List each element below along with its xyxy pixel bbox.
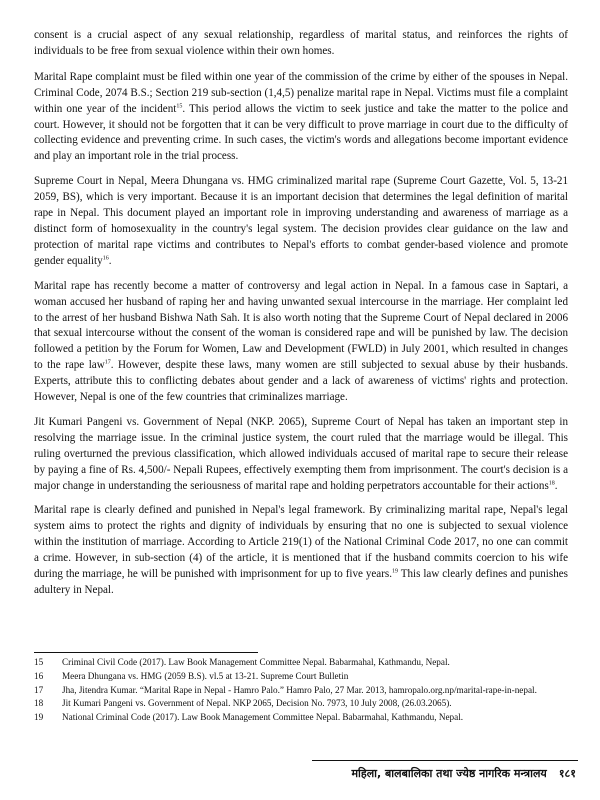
paragraph-6-text: Marital rape is clearly defined and punished in Nepal's legal framework. By criminalizing marital rape, Nepal's legal system aims to protect the rights and dignity of individuals by ensuring that no one is subjected to sexual violence within the institution of marriage. According to Article 219(1) of the National Criminal Code 2017, no one can commit a crime. However, in sub-section (4) of the article, it is mentioned that if the husband commits coercion to his wife during the marriage, he will be punished with imprisonment for up to five years. bbox=[34, 504, 568, 581]
footnote-text: National Criminal Code (2017). Law Book Management Committee Nepal. Babarmahal, Kathmandu, Nepal. bbox=[62, 712, 464, 723]
paragraph-2-text: Marital Rape complaint must be filed within one year of the commission of the crime by either of the spouses in Nepal. Criminal Code, 2074 B.S.; Section 219 sub-section (1,4,5) penalize marital rape in Nepal. Victims must file a complaint within one year of the incident bbox=[34, 70, 568, 115]
paragraph-3-text-continued: . bbox=[108, 254, 112, 267]
footnote-number: 17 bbox=[34, 684, 44, 695]
paragraph-3 bbox=[34, 174, 568, 269]
footnote-text: Meera Dhungana vs. HMG (2059 B.S). vl.5 at 13-21. Supreme Court Bulletin bbox=[62, 670, 349, 681]
paragraph-5-text-continued: . bbox=[554, 479, 558, 492]
paragraph-1 bbox=[34, 28, 568, 60]
footnote-number: 19 bbox=[34, 712, 44, 723]
paragraph-1-text: consent is a crucial aspect of any sexual relationship, regardless of marital status, and reinforces the rights of individuals to be free from sexual violence within their own homes. bbox=[34, 29, 568, 57]
footer-ministry-title: महिला, बालबालिका तथा ज्येष्ठ नागरिक मन्त्रालय bbox=[351, 767, 547, 780]
footnote-ref-17[interactable]: 17 bbox=[104, 359, 111, 366]
footnote-divider bbox=[34, 652, 258, 653]
footnotes bbox=[34, 656, 568, 725]
footnote-ref-15[interactable]: 15 bbox=[176, 102, 183, 109]
paragraph-4-text-continued: . However, despite these laws, many women are still subjected to sexual abuse by their husbands. Experts, attribute this to conflicting debates about gender and a lack of awareness of victims' rights and protection. However, Nepal is one of the few countries that criminalizes marriage. bbox=[34, 359, 569, 404]
footnote-ref-16[interactable]: 16 bbox=[102, 255, 109, 262]
footnote-text: Criminal Civil Code (2017). Law Book Management Committee Nepal. Babarmahal, Kathmandu, Nepal. bbox=[62, 657, 450, 667]
footnote-text: Jit Kumari Pangeni vs. Government of Nepal. NKP 2065, Decision No. 7973, 10 July 2008, (26.03.2065). bbox=[62, 698, 452, 709]
footnote-number: 15 bbox=[34, 657, 44, 667]
footnote-number: 18 bbox=[34, 698, 44, 709]
footnote-text[interactable]: Jha, Jitendra Kumar. “Marital Rape in Nepal - Hamro Palo.” Hamro Palo, 27 Mar. 2013, hamropalo.org.np/marital-rape-in-nepal. bbox=[62, 684, 537, 695]
paragraph-4 bbox=[34, 279, 568, 406]
page-number: १८१ bbox=[558, 767, 576, 780]
paragraph-6 bbox=[34, 503, 568, 598]
footnote-ref-19[interactable]: 19 bbox=[392, 568, 399, 575]
paragraph-5 bbox=[34, 415, 568, 495]
footer-divider bbox=[312, 760, 578, 761]
document-page bbox=[34, 28, 569, 723]
paragraph-5-text: Jit Kumari Pangeni vs. Government of Nepal (NKP. 2065), Supreme Court of Nepal has taken an important step in resolving the marriage issue. In the criminal justice system, the court ruled that the marriage would be illegal. This ruling overturned the previous classification, which allowed individuals accused of marital rape to secure their release by paying a fine of Rs. 4,500/- Nepali Rupees, effectively exempting them from imprisonment. The court's decision is a major change in understanding the seriousness of marital rape and holding perpetrators accountable for their actions bbox=[34, 415, 568, 492]
footnote-15 bbox=[34, 656, 568, 669]
footnote-ref-18[interactable]: 18 bbox=[548, 479, 555, 486]
footnote-16 bbox=[34, 670, 568, 683]
paragraph-2-text-continued: . This period allows the victim to seek justice and take the matter to the police and court. However, it should not be forgotten that it can be very difficult to prove marriage in court due to the difficulty of collecting evidence and preventing crime. In such cases, the victim's words and allegations become important evidence and play an important role in the trial process. bbox=[34, 102, 568, 163]
paragraph-3-text: Supreme Court in Nepal, Meera Dhungana vs. HMG criminalized marital rape (Supreme Court Gazette, Vol. 5, 13-21 2059, BS), which is very important. Because it is an important decision that determines the legal definition of marital rape in Nepal. This document played an important role in improving understanding and awareness of marriage as a distinct form of homosexuality in the country's legal system. The decision provides clear guidance on the law and protection of marital rape victims and contributes to Nepal's efforts to combat gender-based violence and promote gender equality bbox=[34, 175, 568, 267]
paragraph-2 bbox=[34, 70, 568, 165]
footnote-number: 16 bbox=[34, 670, 44, 681]
paragraph-4-text: Marital rape has recently become a matter of controversy and legal action in Nepal. In a famous case in Saptari, a woman accused her husband of raping her and having unwanted sexual intercourse in the marriage. Her complaint led to the arrest of her husband Bishwa Nath Sah. It is also worth noting that the Supreme Court of Nepal declared in 2006 that sexual intercourse without the consent of the woman is considered rape and will be punished by law. The decision followed a petition by the Forum for Women, Law and Development (FWLD) in July 2001, which resulted in changes to the rape law bbox=[34, 279, 568, 372]
paragraph-6-text-continued: This law clearly defines and punishes adultery in Nepal. bbox=[34, 568, 568, 596]
footnote-18 bbox=[34, 697, 568, 710]
page-footer bbox=[351, 766, 576, 781]
footnote-19 bbox=[34, 711, 568, 724]
footnote-17 bbox=[34, 684, 568, 697]
